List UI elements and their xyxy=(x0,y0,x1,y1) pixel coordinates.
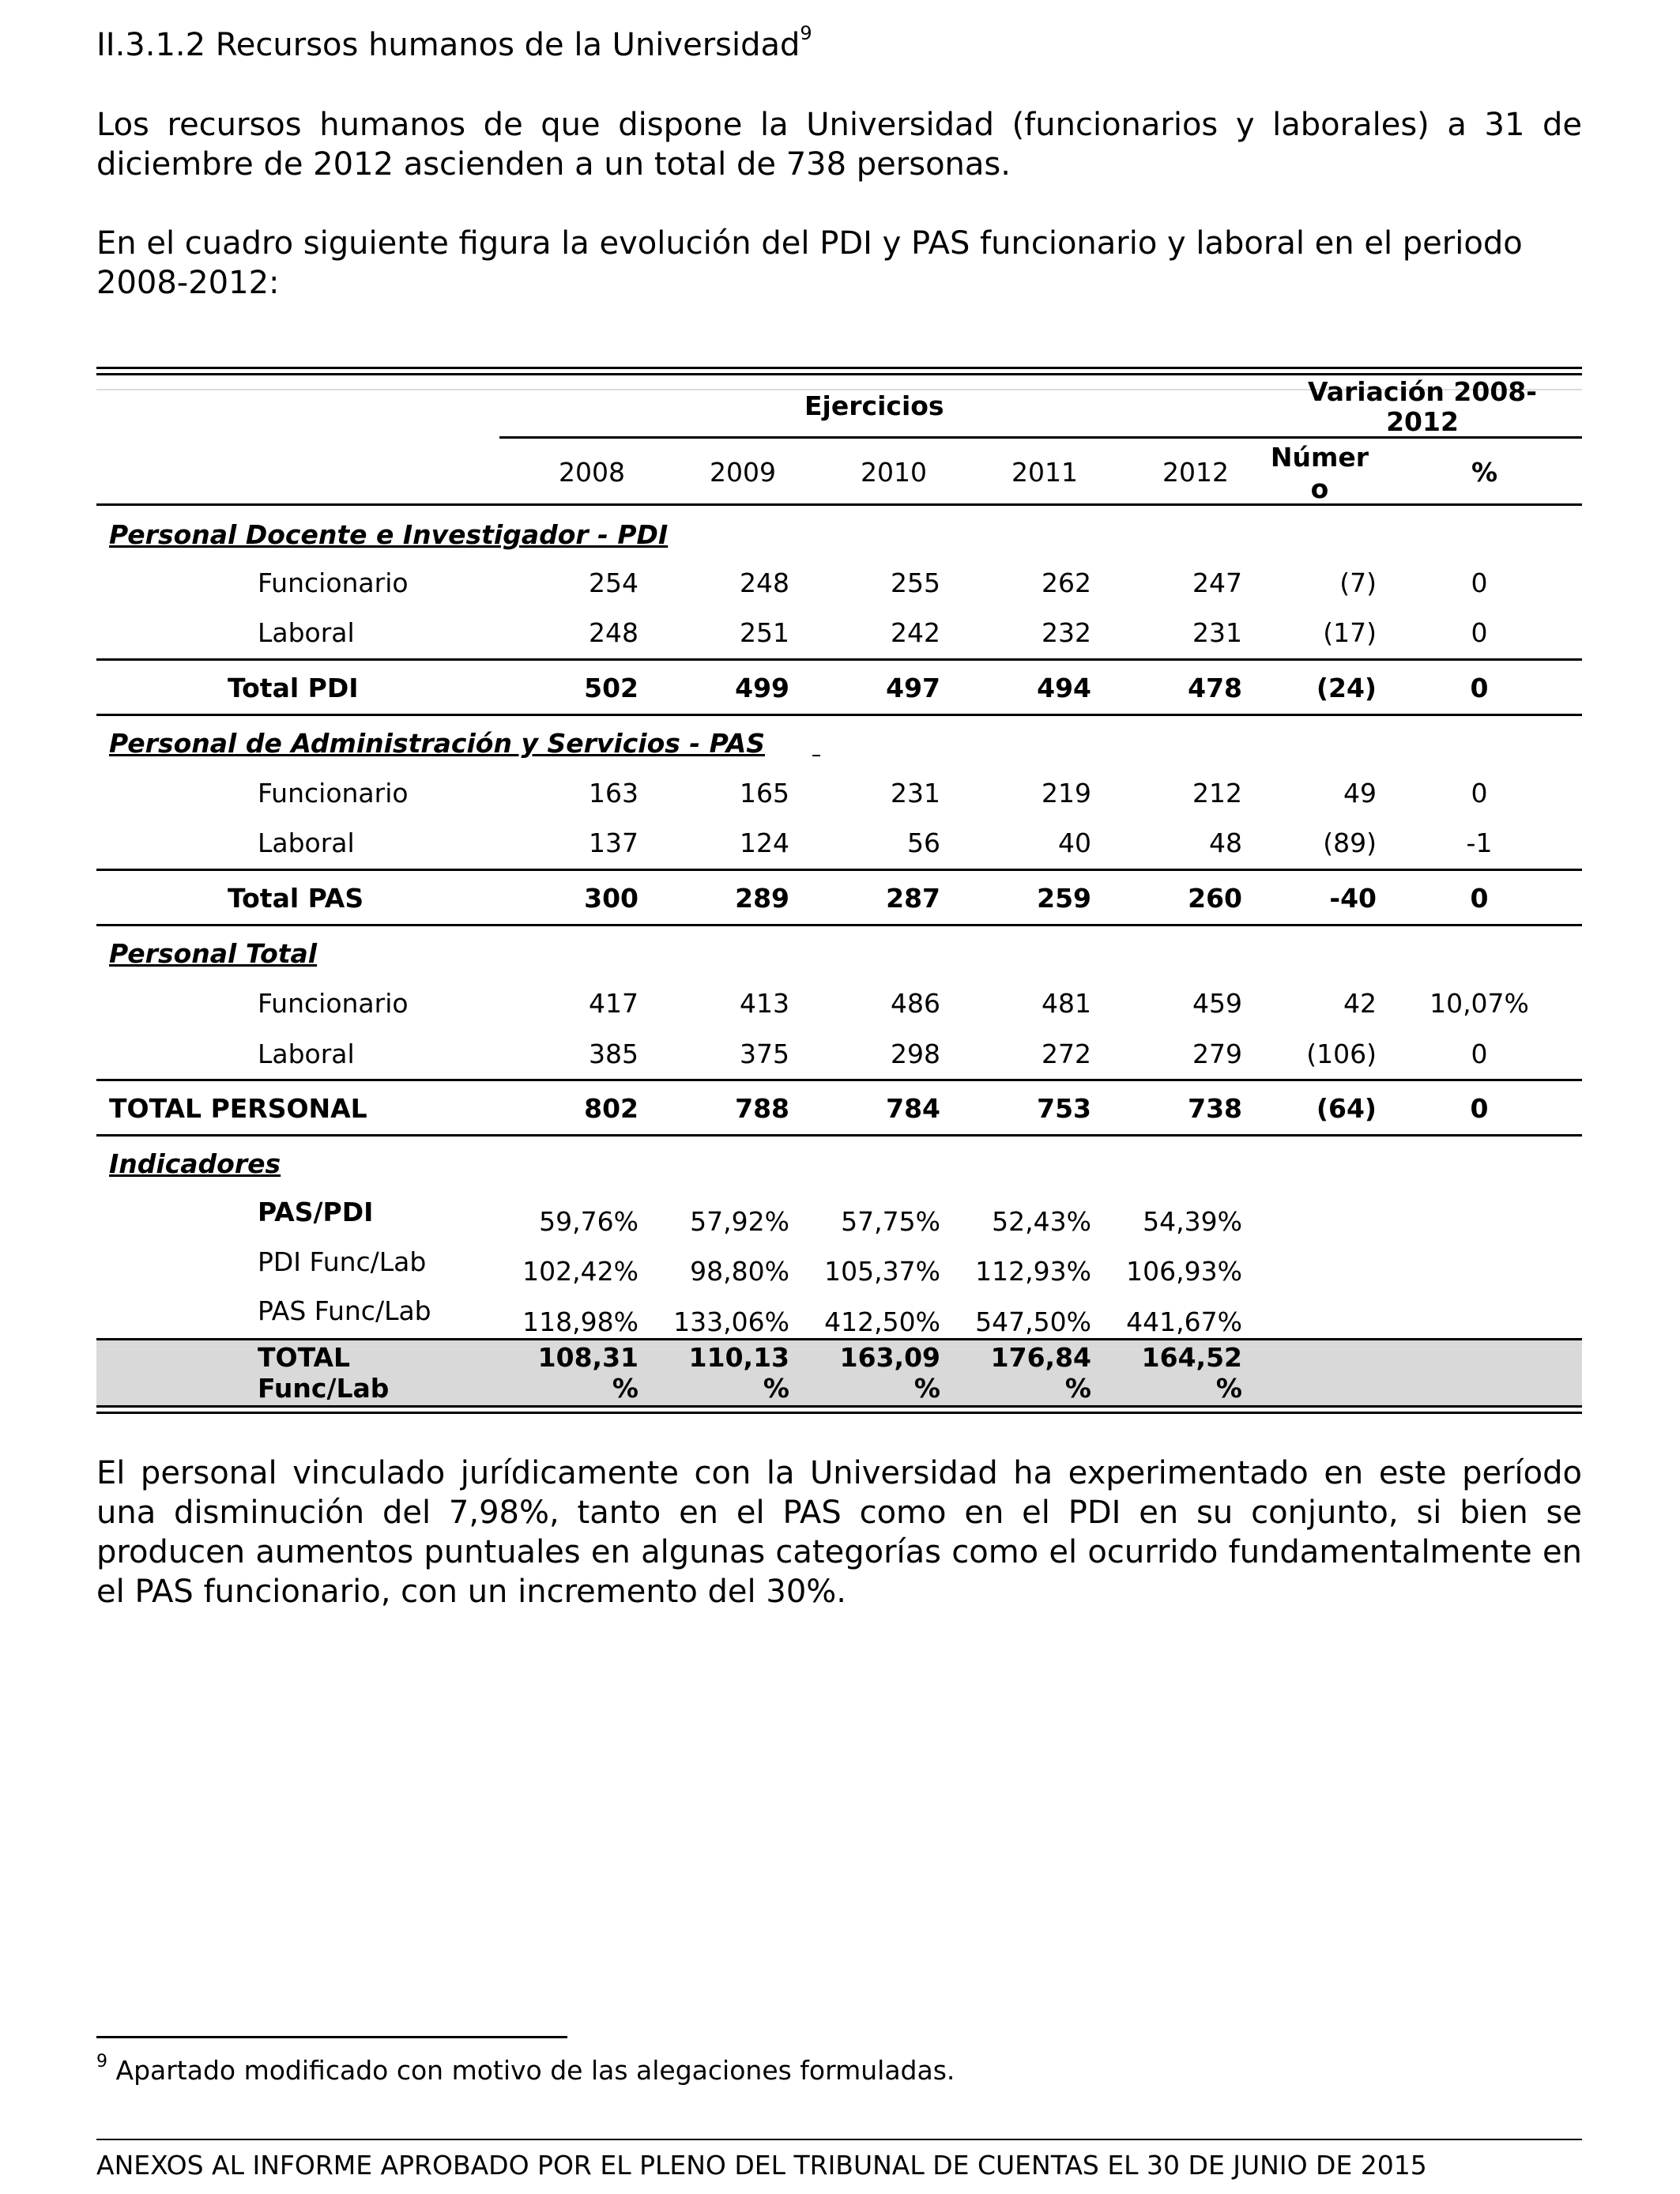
pas-func-lab-2011: 547,50% xyxy=(975,1306,1091,1337)
table-intro-paragraph: En el cuadro siguiente figura la evolución del PDI y PAS funcionario y laboral en el periodo 2008-2012: xyxy=(96,225,1523,301)
pas-funcionario-2008: 163 xyxy=(589,778,638,809)
pas-funcionario-2010: 231 xyxy=(891,778,940,809)
variacion-header-line2: 2012 xyxy=(1386,406,1459,437)
total-func-lab-label-line2: Func/Lab xyxy=(258,1373,390,1404)
pdi-total-numero: (24) xyxy=(1316,673,1377,703)
pdi-laboral-numero: (17) xyxy=(1323,617,1377,648)
pt-funcionario-pct: 10,07% xyxy=(1430,988,1529,1019)
pdi-funcionario-label: Funcionario xyxy=(258,567,409,598)
pas-pdi-2009: 57,92% xyxy=(690,1206,789,1237)
pas-pdi-2010: 57,75% xyxy=(841,1206,940,1237)
year-header-2010: 2010 xyxy=(861,457,927,488)
pas-laboral-label: Laboral xyxy=(258,827,355,858)
pdi-laboral-2008: 248 xyxy=(589,617,638,648)
total-personal-numero: (64) xyxy=(1316,1093,1377,1124)
pt-funcionario-2008: 417 xyxy=(589,988,638,1019)
pas-funcionario-pct: 0 xyxy=(1471,778,1488,809)
pt-funcionario-2009: 413 xyxy=(740,988,789,1019)
pt-laboral-2010: 298 xyxy=(891,1039,940,1069)
total-personal-2010: 784 xyxy=(886,1093,940,1124)
intro-paragraph: Los recursos humanos de que dispone la Universidad (funcionarios y laborales) a 31 de diciembre de 2012 ascienden a un total de 738 personas. xyxy=(96,107,1582,183)
numero-header-line2: o xyxy=(1310,473,1329,504)
total-personal-label: TOTAL PERSONAL xyxy=(109,1093,367,1124)
pdi-funcionario-numero: (7) xyxy=(1339,567,1377,598)
pas-pdi-label: PAS/PDI xyxy=(258,1197,374,1227)
pt-funcionario-2011: 481 xyxy=(1042,988,1091,1019)
conclusion-paragraph: El personal vinculado jurídicamente con la Universidad ha experimentado en este período una disminución del 7,98%, tanto en el PAS como en el PDI en su conjunto, si bien se producen aumentos puntuales en algunas categorías como el ocurrido fundamentalmente en el PAS funcionario, con un incremento del 30%. xyxy=(96,1455,1582,1610)
pas-pdi-2012: 54,39% xyxy=(1143,1206,1242,1237)
total-func-lab-2009: 110,13 xyxy=(688,1342,789,1373)
pdi-func-lab-2009: 98,80% xyxy=(690,1256,789,1287)
year-header-2009: 2009 xyxy=(710,457,776,488)
year-header-2008: 2008 xyxy=(559,457,625,488)
footnote-text: Apartado modificado con motivo de las alegaciones formuladas. xyxy=(115,2055,955,2086)
pas-func-lab-label: PAS Func/Lab xyxy=(258,1295,431,1326)
pt-laboral-2011: 272 xyxy=(1042,1039,1091,1069)
pt-funcionario-2012: 459 xyxy=(1192,988,1242,1019)
total-personal-2009: 788 xyxy=(735,1093,789,1124)
pas-func-lab-2009: 133,06% xyxy=(673,1306,789,1337)
pas-total-bottom-rule xyxy=(96,924,1582,926)
func-lab-top-rule xyxy=(96,1338,1582,1340)
total-func-lab-2010-unit: % xyxy=(913,1373,940,1404)
total-personal-bottom-rule xyxy=(96,1134,1582,1137)
pt-funcionario-numero: 42 xyxy=(1343,988,1377,1019)
pdi-funcionario-2009: 248 xyxy=(740,567,789,598)
total-func-lab-2011: 176,84 xyxy=(990,1342,1091,1373)
pas-funcionario-2009: 165 xyxy=(740,778,789,809)
pdi-laboral-2011: 232 xyxy=(1042,617,1091,648)
total-func-lab-2008-unit: % xyxy=(612,1373,638,1404)
total-func-lab-2008: 108,31 xyxy=(537,1342,638,1373)
pt-funcionario-label: Funcionario xyxy=(258,988,409,1019)
pas-laboral-2008: 137 xyxy=(589,827,638,858)
pas-total-2009: 289 xyxy=(735,883,789,914)
table-bottom-rule xyxy=(96,1405,1582,1408)
total-func-lab-2009-unit: % xyxy=(763,1373,789,1404)
year-header-2012: 2012 xyxy=(1162,457,1229,488)
total-func-lab-2012: 164,52 xyxy=(1141,1342,1242,1373)
pas-total-2010: 287 xyxy=(886,883,940,914)
pt-laboral-2009: 375 xyxy=(740,1039,789,1069)
variacion-header-line1: Variación 2008- xyxy=(1308,376,1537,407)
table-bottom-rule-2 xyxy=(96,1412,1582,1414)
pdi-total-bottom-rule xyxy=(96,714,1582,716)
pdi-total-2011: 494 xyxy=(1037,673,1091,703)
total-func-lab-label-line1: TOTAL xyxy=(258,1342,351,1373)
personal-total-section-title: Personal Total xyxy=(109,938,318,969)
footnote xyxy=(96,2053,955,2088)
pas-total-2008: 300 xyxy=(584,883,638,914)
pdi-total-2012: 478 xyxy=(1188,673,1242,703)
pdi-total-2009: 499 xyxy=(735,673,789,703)
page-footer: ANEXOS AL INFORME APROBADO POR EL PLENO DEL TRIBUNAL DE CUENTAS EL 30 DE JUNIO DE 2015 xyxy=(96,2150,1427,2181)
pas-func-lab-2010: 412,50% xyxy=(824,1306,940,1337)
footnote-ref[interactable]: 9 xyxy=(800,22,812,44)
footnote-separator xyxy=(96,2036,567,2038)
pdi-total-top-rule xyxy=(96,658,1582,661)
pas-laboral-2011: 40 xyxy=(1058,827,1091,858)
footnote-number: 9 xyxy=(96,2052,107,2071)
pas-laboral-2009: 124 xyxy=(740,827,789,858)
pdi-funcionario-2011: 262 xyxy=(1042,567,1091,598)
pdi-total-2010: 497 xyxy=(886,673,940,703)
total-personal-2011: 753 xyxy=(1037,1093,1091,1124)
stray-mark xyxy=(812,755,820,756)
pt-laboral-2012: 279 xyxy=(1192,1039,1242,1069)
section-heading: II.3.1.2 Recursos humanos de la Universidad$^9$ xyxy=(96,22,812,63)
footer-rule xyxy=(96,2139,1582,2140)
table-top-rule-2 xyxy=(96,373,1582,375)
pas-funcionario-numero: 49 xyxy=(1343,778,1377,809)
pas-laboral-2012: 48 xyxy=(1209,827,1242,858)
pas-total-label: Total PAS xyxy=(228,883,364,914)
staff-evolution-table xyxy=(96,367,1582,1415)
pdi-total-2008: 502 xyxy=(584,673,638,703)
total-func-lab-2011-unit: % xyxy=(1064,1373,1091,1404)
pas-total-2012: 260 xyxy=(1188,883,1242,914)
indicadores-section-title: Indicadores xyxy=(109,1148,281,1179)
pas-total-2011: 259 xyxy=(1037,883,1091,914)
pas-total-top-rule xyxy=(96,869,1582,871)
pas-funcionario-2012: 212 xyxy=(1192,778,1242,809)
pdi-section-title: Personal Docente e Investigador - PDI xyxy=(109,519,669,550)
pdi-funcionario-2010: 255 xyxy=(891,567,940,598)
pdi-total-pct: 0 xyxy=(1470,673,1489,703)
pdi-func-lab-2011: 112,93% xyxy=(975,1256,1091,1287)
pt-laboral-2008: 385 xyxy=(589,1039,638,1069)
pas-total-numero: -40 xyxy=(1329,883,1377,914)
pdi-func-lab-label: PDI Func/Lab xyxy=(258,1246,427,1277)
pas-laboral-pct: -1 xyxy=(1466,827,1493,858)
pas-section-title: Personal de Administración y Servicios - PAS xyxy=(109,728,766,759)
pdi-laboral-label: Laboral xyxy=(258,617,355,648)
pdi-laboral-2010: 242 xyxy=(891,617,940,648)
pas-total-pct: 0 xyxy=(1470,883,1489,914)
pas-funcionario-2011: 219 xyxy=(1042,778,1091,809)
ejercicios-header: Ejercicios xyxy=(804,390,944,421)
pdi-total-label: Total PDI xyxy=(228,673,359,703)
pt-funcionario-2010: 486 xyxy=(891,988,940,1019)
pas-funcionario-label: Funcionario xyxy=(258,778,409,809)
total-personal-2008: 802 xyxy=(584,1093,638,1124)
year-header-2011: 2011 xyxy=(1011,457,1078,488)
pas-func-lab-2008: 118,98% xyxy=(522,1306,638,1337)
table-top-rule xyxy=(96,367,1582,369)
pdi-laboral-2009: 251 xyxy=(740,617,789,648)
pt-laboral-pct: 0 xyxy=(1471,1039,1488,1069)
pt-laboral-label: Laboral xyxy=(258,1039,355,1069)
pas-func-lab-2012: 441,67% xyxy=(1126,1306,1242,1337)
pdi-func-lab-2008: 102,42% xyxy=(522,1256,638,1287)
percent-header: % xyxy=(1471,457,1498,488)
pas-laboral-2010: 56 xyxy=(907,827,940,858)
pdi-func-lab-2012: 106,93% xyxy=(1126,1256,1242,1287)
pas-laboral-numero: (89) xyxy=(1323,827,1377,858)
pdi-funcionario-2008: 254 xyxy=(589,567,638,598)
total-personal-2012: 738 xyxy=(1188,1093,1242,1124)
pdi-laboral-pct: 0 xyxy=(1471,617,1488,648)
pdi-func-lab-2010: 105,37% xyxy=(824,1256,940,1287)
pas-pdi-2011: 52,43% xyxy=(992,1206,1091,1237)
numero-header-line1: Númer xyxy=(1270,442,1369,473)
pas-pdi-2008: 59,76% xyxy=(539,1206,638,1237)
pdi-funcionario-2012: 247 xyxy=(1192,567,1242,598)
pdi-laboral-2012: 231 xyxy=(1192,617,1242,648)
pdi-funcionario-pct: 0 xyxy=(1471,567,1488,598)
total-func-lab-2012-unit: % xyxy=(1215,1373,1242,1404)
total-personal-pct: 0 xyxy=(1470,1093,1489,1124)
total-personal-top-rule xyxy=(96,1079,1582,1081)
pt-laboral-numero: (106) xyxy=(1306,1039,1377,1069)
total-func-lab-2010: 163,09 xyxy=(839,1342,940,1373)
